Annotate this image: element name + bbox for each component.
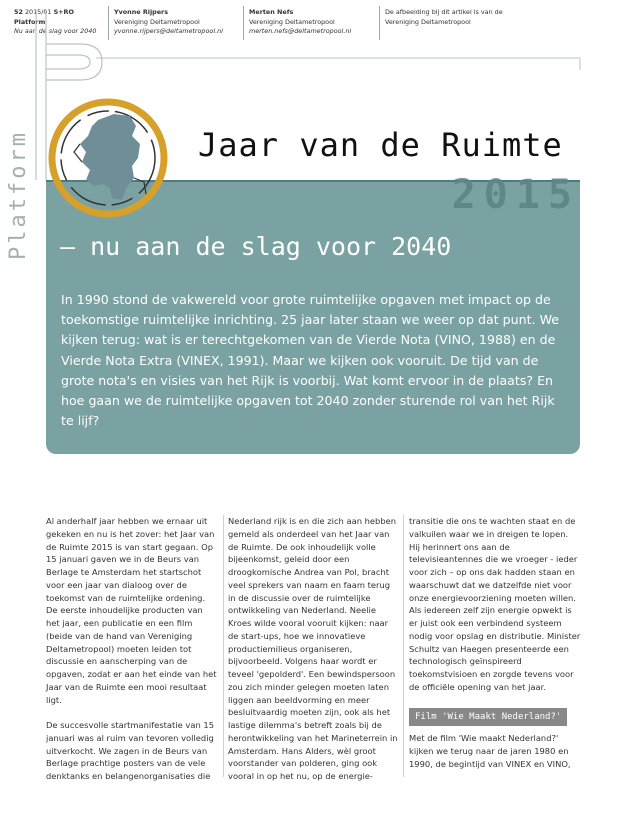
section-subtitle: Nu aan de slag voor 2040 (14, 27, 97, 35)
paragraph: Al anderhalf jaar hebben we ernaar uit gekeken en nu is het zover: het Jaar van de Ruimte 2015 is van start gegaan. Op 15 januari gaven we in de Beurs van Berlage te Amsterdam het startschot voor een jaar van dialoog over de toekomst van de ruimtelijke ordening. De eerste inhoudelijke producten van het jaar, een publicatie en een film (beide van de hand van Vereniging Deltametropool) moeten leiden tot discussie en aanscherping van de opgaven, zodat er aan het einde van het Jaar van de Ruimte een mooi resultaat ligt. (46, 516, 217, 705)
page-title: Jaar van de Ruimte (198, 126, 563, 164)
image-credit: De afbeelding bij dit artikel is van de Vereniging Deltametropool (385, 8, 503, 26)
body-column-2 (228, 515, 400, 783)
section-name: Platform (14, 17, 46, 26)
paragraph: De succesvolle startmanifestatie van 15 januari was al ruim van tevoren volledig uitverkocht. We zagen in de Beurs van Berlage prachtige posters van de vele denktanks en belangenorganisaties die (46, 720, 215, 781)
author-email: yvonne.rijpers@deltametropool.nl (114, 27, 223, 35)
author-email: merten.nefs@deltametropool.nl (249, 27, 352, 35)
author-name: Merten Nefs (249, 8, 294, 16)
page-subtitle: – nu aan de slag voor 2040 (60, 232, 452, 261)
paragraph: transitie die ons te wachten staat en de valkuilen waar we in dreigen te lopen. Hij herinnert ons aan de televisieantennes die we vroeger - ieder voor zich – op ons dak hadden staan en waarschuwt dat we datzelfde niet voor onze energievoorziening moeten willen. Als iedereen zelf zijn energie opwekt is er juist ook een verbindend systeem nodig voor opslag en distributie. Minister Schultz van Haegen presenteerde een technologisch geïnspireerd toekomstvisioen en zorgde tevens voor de officiële opening van het jaar. (409, 516, 581, 692)
jaar-van-de-ruimte-logo (46, 96, 170, 220)
page-number: 52 (14, 8, 23, 16)
section-subheading: Film 'Wie Maakt Nederland?' (409, 708, 567, 726)
body-column-1 (46, 515, 218, 783)
magazine-name: S+RO (53, 8, 74, 16)
platform-vertical-label: Platform (6, 130, 31, 260)
column-divider (403, 515, 404, 777)
intro-text: In 1990 stond de vakwereld voor grote ruimtelijke opgaven met impact op de toekomstige ruimtelijke inrichting. 25 jaar later staan we weer op dat punt. We kijken terug: wat is er terechtgekomen van de Vierde Nota (VINO, 1988) en de Vierde Nota Extra (VINEX, 1991). Maar we kijken ook vooruit. De tijd van de grote nota's en visies van het Rijk is voorbij. Wat komt ervoor in de plaats? En hoe gaan we de ruimtelijke opgaven tot 2040 zonder sturende rol van het Rijk te lijf? (61, 292, 560, 429)
paragraph: Nederland rijk is en die zich aan hebben gemeld als onderdeel van het Jaar van de Ruimte. De ook inhoudelijk volle bijeenkomst, geleid door een droogkomische Andrea van Pol, bracht veel sprekers van naam en faam terug in de discussie over de ruimtelijke ontwikkeling van Nederland. Neelie Kroes wilde vooral vooruit kijken: naar de start-ups, hoe we innovatieve productiemilieus organiseren, bijvoorbeeld. Volgens haar wordt er teveel 'gepolderd'. Een bewindspersoon zou zich minder gelegen moeten laten liggen aan beeldvorming en meer besluitvaardig moeten zijn, ook als het lastige dilemma's betreft zoals bij de herontwikkeling van het Marineterrein in Amsterdam. Hans Alders, wèl groot voorstander van polderen, ging ook vooral in op het nu, op de energie- (228, 516, 398, 781)
body-column-3 (409, 515, 581, 770)
author-org: Vereniging Deltametropool (249, 17, 335, 26)
issue: 2015/01 (24, 8, 52, 16)
year-label: 2015 (451, 172, 580, 218)
author-name: Yvonne Rijpers (114, 8, 169, 16)
column-divider (223, 515, 224, 777)
author-org: Vereniging Deltametropool (114, 17, 200, 26)
paragraph: Met de film 'Wie maakt Nederland?' kijken we terug naar de jaren 1980 en 1990, de begintijd van VINEX en VINO, (409, 733, 571, 769)
